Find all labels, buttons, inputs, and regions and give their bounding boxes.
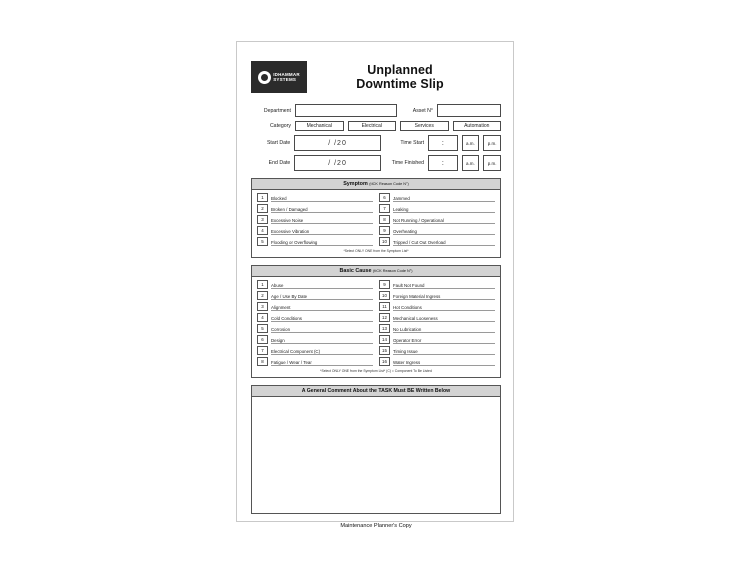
category-option-services[interactable]: Services [400, 121, 449, 131]
symptom-left-column [257, 193, 373, 248]
downtime-slip-form [236, 41, 514, 529]
symptom-item[interactable] [379, 226, 495, 235]
department-row [251, 104, 501, 117]
symptom-code-label: Broken / Damaged [271, 204, 373, 213]
symptom-item[interactable] [257, 237, 373, 246]
start-date-label: Start Date [266, 140, 291, 146]
basic-cause-code-number: 8 [257, 357, 268, 366]
basic-cause-code-number: 11 [379, 302, 390, 311]
symptom-code-number: 10 [379, 237, 390, 246]
basic-cause-item[interactable] [257, 346, 373, 355]
symptom-heading-title: Symptom [343, 181, 368, 187]
basic-cause-code-label: Timing Issue [393, 346, 495, 355]
basic-cause-code-number: 5 [257, 324, 268, 333]
symptom-code-label: Flooding or Overflowing [271, 237, 373, 246]
basic-cause-item[interactable] [379, 302, 495, 311]
symptom-item[interactable] [379, 237, 495, 246]
basic-cause-note: *Select ONLY ONE from the Symptom List* (C) = Component To Be Listed [320, 369, 432, 373]
department-label: Department [263, 107, 291, 114]
symptom-right-column [379, 193, 495, 248]
symptom-item[interactable] [379, 215, 495, 224]
basic-cause-code-number: 13 [379, 324, 390, 333]
symptom-item[interactable] [257, 226, 373, 235]
basic-cause-code-label: Corrosion [271, 324, 373, 333]
category-option-mechanical[interactable]: Mechanical [295, 121, 344, 131]
basic-cause-code-label: Fatigue / Wear / Tear [271, 357, 373, 366]
symptom-code-label: Blocked [271, 193, 373, 202]
basic-cause-panel [251, 265, 501, 378]
logo-text-line1: IDHAMMAR [273, 72, 300, 77]
basic-cause-code-number: 14 [379, 335, 390, 344]
basic-cause-item[interactable] [379, 346, 495, 355]
time-finished-input[interactable]: : [428, 155, 458, 171]
basic-cause-heading-sub: (tICK Reason Code N°) [373, 269, 413, 273]
page-title [307, 63, 501, 91]
asset-label: Asset N° [412, 107, 433, 114]
basic-cause-item[interactable] [257, 313, 373, 322]
basic-cause-code-number: 9 [379, 280, 390, 289]
end-date-label: End Date [268, 160, 291, 166]
time-finished-pm[interactable]: p.m. [483, 155, 501, 171]
logo-circle-icon [258, 71, 271, 84]
basic-cause-code-label: Mechanical Looseness [393, 313, 495, 322]
basic-cause-item[interactable] [257, 357, 373, 366]
department-input[interactable] [295, 104, 397, 117]
basic-cause-code-number: 15 [379, 346, 390, 355]
title-line-1: Unplanned [367, 63, 433, 77]
symptom-item[interactable] [257, 204, 373, 213]
basic-cause-code-number: 3 [257, 302, 268, 311]
category-row [251, 121, 501, 131]
footer-text: Maintenance Planner's Copy [340, 523, 412, 529]
start-date-row [251, 135, 501, 151]
symptom-note: *Select ONLY ONE from the Symptom List* [343, 249, 409, 253]
basic-cause-code-number: 10 [379, 291, 390, 300]
basic-cause-heading-title: Basic Cause [339, 268, 372, 274]
basic-cause-code-number: 6 [257, 335, 268, 344]
symptom-code-number: 5 [257, 237, 268, 246]
basic-cause-code-label: Age / Use By Date [271, 291, 373, 300]
symptom-code-label: Tripped / Cut Out Overload [393, 237, 495, 246]
basic-cause-item[interactable] [257, 291, 373, 300]
basic-cause-item[interactable] [257, 302, 373, 311]
time-start-input[interactable]: : [428, 135, 458, 151]
basic-cause-code-number: 1 [257, 280, 268, 289]
basic-cause-code-label: Cold Conditions [271, 313, 373, 322]
symptom-code-label: Excessive Noise [271, 215, 373, 224]
time-finished-label: Time Finished [391, 160, 425, 166]
symptom-code-label: Jammed [393, 193, 495, 202]
symptom-code-label: Not Running / Operational [393, 215, 495, 224]
basic-cause-code-label: Operator Error [393, 335, 495, 344]
end-date-row [251, 155, 501, 171]
title-line-2: Downtime Slip [356, 77, 444, 91]
symptom-code-label: Excessive Vibration [271, 226, 373, 235]
symptom-code-number: 7 [379, 204, 390, 213]
basic-cause-item[interactable] [379, 280, 495, 289]
asset-input[interactable] [437, 104, 501, 117]
basic-cause-code-label: No Lubrication [393, 324, 495, 333]
basic-cause-heading [252, 266, 500, 277]
end-date-input[interactable]: / /20 [294, 155, 380, 171]
start-date-input[interactable]: / /20 [294, 135, 380, 151]
basic-cause-code-number: 12 [379, 313, 390, 322]
time-start-label: Time Start [400, 140, 425, 146]
symptom-code-number: 4 [257, 226, 268, 235]
basic-cause-item[interactable] [379, 324, 495, 333]
basic-cause-item[interactable] [379, 291, 495, 300]
symptom-heading-sub: (tICK Reason Code N°) [369, 182, 409, 186]
basic-cause-code-number: 2 [257, 291, 268, 300]
symptom-item[interactable] [257, 215, 373, 224]
time-start-am[interactable]: a.m. [462, 135, 480, 151]
basic-cause-code-label: Alignment [271, 302, 373, 311]
basic-cause-code-label: Foreign Material Ingress [393, 291, 495, 300]
basic-cause-item[interactable] [257, 324, 373, 333]
basic-cause-code-number: 16 [379, 357, 390, 366]
form-header [251, 58, 501, 96]
symptom-panel [251, 178, 501, 258]
symptom-code-number: 3 [257, 215, 268, 224]
basic-cause-left-column [257, 280, 373, 368]
basic-cause-code-label: Water Ingress [393, 357, 495, 366]
symptom-code-number: 8 [379, 215, 390, 224]
basic-cause-code-number: 7 [257, 346, 268, 355]
comment-heading: A General Comment About the TASK Must BE Written Below [252, 386, 500, 397]
symptom-item[interactable] [257, 193, 373, 202]
basic-cause-item[interactable] [257, 280, 373, 289]
symptom-code-number: 6 [379, 193, 390, 202]
symptom-code-number: 2 [257, 204, 268, 213]
basic-cause-item[interactable] [257, 335, 373, 344]
symptom-heading [252, 179, 500, 190]
time-start-pm[interactable]: p.m. [483, 135, 501, 151]
basic-cause-item[interactable] [379, 357, 495, 366]
category-label: Category [269, 123, 291, 129]
basic-cause-code-label: Electrical Component (C) [271, 346, 373, 355]
symptom-item[interactable] [379, 204, 495, 213]
basic-cause-code-label: Fault Not Found [393, 280, 495, 289]
company-logo [251, 61, 307, 93]
basic-cause-code-label: Hot Conditions [393, 302, 495, 311]
basic-cause-right-column [379, 280, 495, 368]
basic-cause-item[interactable] [379, 313, 495, 322]
comment-panel [251, 385, 501, 514]
category-option-automation[interactable]: Automation [453, 121, 502, 131]
basic-cause-code-number: 4 [257, 313, 268, 322]
category-option-electrical[interactable]: Electrical [348, 121, 397, 131]
symptom-code-label: Overheating [393, 226, 495, 235]
symptom-item[interactable] [379, 193, 495, 202]
basic-cause-item[interactable] [379, 335, 495, 344]
symptom-code-label: Leaking [393, 204, 495, 213]
logo-text-line2: SYSTEMS [273, 77, 297, 82]
comment-textarea[interactable] [252, 397, 500, 513]
basic-cause-code-label: Design [271, 335, 373, 344]
symptom-code-number: 1 [257, 193, 268, 202]
time-finished-am[interactable]: a.m. [462, 155, 480, 171]
symptom-code-number: 9 [379, 226, 390, 235]
basic-cause-code-label: Abuse [271, 280, 373, 289]
